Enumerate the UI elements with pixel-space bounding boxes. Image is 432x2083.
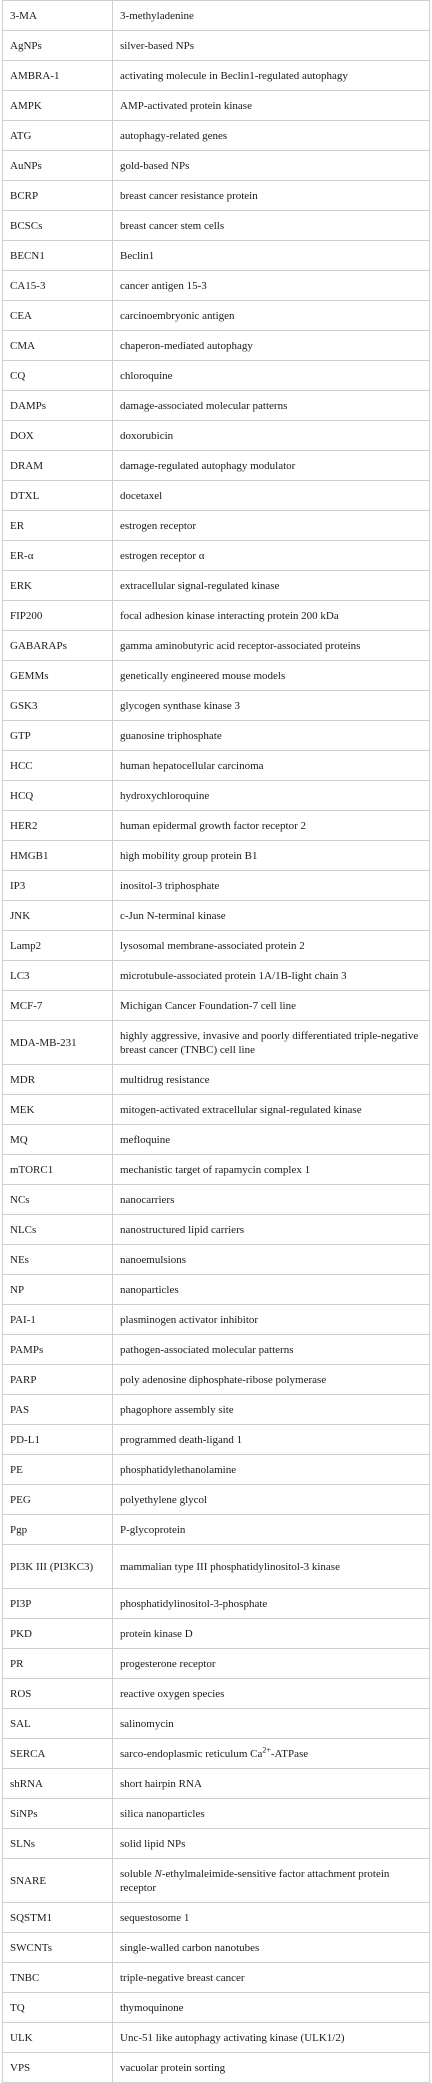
abbreviation-cell: PI3K III (PI3KC3) [3,1545,113,1589]
abbreviation-cell: PD-L1 [3,1425,113,1455]
table-row [3,1245,430,1275]
abbreviation-cell: BCRP [3,181,113,211]
abbreviation-cell: MDR [3,1065,113,1095]
abbreviation-cell: AgNPs [3,31,113,61]
table-row [3,1485,430,1515]
abbreviation-cell: LC3 [3,961,113,991]
definition-cell [113,1859,430,1903]
definition-cell: estrogen receptor [113,511,430,541]
definition-cell: phagophore assembly site [113,1395,430,1425]
table-row [3,1679,430,1709]
abbreviation-cell: MEK [3,1095,113,1125]
abbreviation-cell: Pgp [3,1515,113,1545]
definition-cell: mechanistic target of rapamycin complex 1 [113,1155,430,1185]
definition-cell: mefloquine [113,1125,430,1155]
abbreviation-cell: MDA-MB-231 [3,1021,113,1065]
abbreviation-cell: ERK [3,571,113,601]
definition-cell: phosphatidylinositol-3-phosphate [113,1589,430,1619]
definition-cell: short hairpin RNA [113,1769,430,1799]
table-row [3,1769,430,1799]
definition-text: sarco-endoplasmic reticulum Ca [120,1747,263,1760]
abbreviation-cell: ER [3,511,113,541]
definition-cell [113,1739,430,1769]
definition-cell: vacuolar protein sorting [113,2053,430,2083]
table-row [3,1619,430,1649]
definition-cell: plasminogen activator inhibitor [113,1305,430,1335]
table-row [3,901,430,931]
definition-cell: gold-based NPs [113,151,430,181]
table-row [3,1395,430,1425]
abbreviation-cell: mTORC1 [3,1155,113,1185]
definition-cell: progesterone receptor [113,1649,430,1679]
abbreviation-cell: CQ [3,361,113,391]
definition-cell: AMP-activated protein kinase [113,91,430,121]
abbreviation-cell: SNARE [3,1859,113,1903]
abbreviation-cell: TQ [3,1993,113,2023]
table-row [3,301,430,331]
table-row [3,31,430,61]
definition-cell: silica nanoparticles [113,1799,430,1829]
abbreviation-cell: PARP [3,1365,113,1395]
definition-superscript: 2+ [262,1744,271,1754]
abbreviation-cell: HMGB1 [3,841,113,871]
table-row [3,1993,430,2023]
definition-cell: phosphatidylethanolamine [113,1455,430,1485]
definition-cell: multidrug resistance [113,1065,430,1095]
definition-cell: nanocarriers [113,1185,430,1215]
definition-cell: highly aggressive, invasive and poorly differentiated triple-negative breast cancer (TNBC) cell line [113,1021,430,1065]
definition-italic: N [154,1867,162,1880]
definition-cell: extracellular signal-regulated kinase [113,571,430,601]
table-row [3,1515,430,1545]
table-row [3,1021,430,1065]
table-row [3,571,430,601]
abbreviation-cell: PAMPs [3,1335,113,1365]
abbreviation-cell: DTXL [3,481,113,511]
definition-cell: estrogen receptor α [113,541,430,571]
table-row [3,181,430,211]
definition-cell: Unc-51 like autophagy activating kinase (ULK1/2) [113,2023,430,2053]
abbreviation-cell: JNK [3,901,113,931]
definition-cell: chloroquine [113,361,430,391]
table-row [3,991,430,1021]
table-row [3,541,430,571]
abbreviation-cell: CEA [3,301,113,331]
abbreviation-cell: AMBRA-1 [3,61,113,91]
table-row [3,1275,430,1305]
definition-cell: autophagy-related genes [113,121,430,151]
definition-cell: inositol-3 triphosphate [113,871,430,901]
table-row [3,841,430,871]
definition-cell: c-Jun N-terminal kinase [113,901,430,931]
definition-cell: mitogen-activated extracellular signal-regulated kinase [113,1095,430,1125]
definition-cell: solid lipid NPs [113,1829,430,1859]
definition-cell: cancer antigen 15-3 [113,271,430,301]
definition-cell: programmed death-ligand 1 [113,1425,430,1455]
table-row [3,331,430,361]
table-row [3,1065,430,1095]
abbreviation-cell: GSK3 [3,691,113,721]
table-row [3,751,430,781]
abbreviation-cell: CA15-3 [3,271,113,301]
table-row [3,1963,430,1993]
definition-text: soluble [120,1867,155,1880]
definition-cell: Beclin1 [113,241,430,271]
table-row [3,1335,430,1365]
abbreviation-cell: HCC [3,751,113,781]
abbreviation-cell: HCQ [3,781,113,811]
definition-cell: silver-based NPs [113,31,430,61]
table-row [3,961,430,991]
definition-cell: docetaxel [113,481,430,511]
table-row [3,601,430,631]
definition-cell: mammalian type III phosphatidylinositol-3 kinase [113,1545,430,1589]
abbreviation-cell: NLCs [3,1215,113,1245]
table-row [3,391,430,421]
definition-cell: genetically engineered mouse models [113,661,430,691]
table-row [3,1859,430,1903]
abbreviation-cell: PE [3,1455,113,1485]
table-row [3,1155,430,1185]
table-row [3,421,430,451]
abbreviation-cell: ATG [3,121,113,151]
definition-cell: breast cancer stem cells [113,211,430,241]
table-row [3,811,430,841]
definition-cell: damage-regulated autophagy modulator [113,451,430,481]
definition-text: -ethylmaleimide-sensitive factor attachment protein receptor [120,1867,390,1894]
definition-cell: nanoparticles [113,1275,430,1305]
definition-cell: pathogen-associated molecular patterns [113,1335,430,1365]
abbreviation-cell: SLNs [3,1829,113,1859]
definition-cell: triple-negative breast cancer [113,1963,430,1993]
definition-cell: lysosomal membrane-associated protein 2 [113,931,430,961]
table-row [3,91,430,121]
table-row [3,631,430,661]
abbreviation-cell: SAL [3,1709,113,1739]
abbreviation-cell: NEs [3,1245,113,1275]
definition-cell: polyethylene glycol [113,1485,430,1515]
definition-cell: guanosine triphosphate [113,721,430,751]
abbreviation-cell: PKD [3,1619,113,1649]
abbreviation-cell: SWCNTs [3,1933,113,1963]
abbreviation-cell: DRAM [3,451,113,481]
table-row [3,1,430,31]
definition-cell: single-walled carbon nanotubes [113,1933,430,1963]
definition-cell: protein kinase D [113,1619,430,1649]
abbreviation-cell: DOX [3,421,113,451]
definition-cell: microtubule-associated protein 1A/1B-light chain 3 [113,961,430,991]
abbreviation-cell: GEMMs [3,661,113,691]
definition-text: -ATPase [270,1747,309,1760]
definition-cell: high mobility group protein B1 [113,841,430,871]
table-row [3,1709,430,1739]
table-row [3,1125,430,1155]
table-row [3,271,430,301]
abbreviation-cell: MQ [3,1125,113,1155]
abbreviations-table-body [3,1,430,2083]
table-row [3,1903,430,1933]
abbreviation-cell: BECN1 [3,241,113,271]
definition-cell: 3-methyladenine [113,1,430,31]
abbreviation-cell: HER2 [3,811,113,841]
table-row [3,451,430,481]
table-row [3,1589,430,1619]
abbreviation-cell: AMPK [3,91,113,121]
abbreviation-cell: shRNA [3,1769,113,1799]
definition-cell: human epidermal growth factor receptor 2 [113,811,430,841]
abbreviation-cell: AuNPs [3,151,113,181]
abbreviation-cell: Lamp2 [3,931,113,961]
definition-cell: activating molecule in Beclin1-regulated autophagy [113,61,430,91]
abbreviation-cell: MCF-7 [3,991,113,1021]
table-row [3,1365,430,1395]
definition-cell: nanostructured lipid carriers [113,1215,430,1245]
table-row [3,121,430,151]
abbreviation-cell: SQSTM1 [3,1903,113,1933]
table-row [3,2053,430,2083]
table-row [3,2023,430,2053]
table-row [3,781,430,811]
abbreviation-cell: SiNPs [3,1799,113,1829]
abbreviation-cell: 3-MA [3,1,113,31]
table-row [3,211,430,241]
abbreviation-cell: ER-α [3,541,113,571]
definition-cell: carcinoembryonic antigen [113,301,430,331]
definition-cell: damage-associated molecular patterns [113,391,430,421]
definition-cell: P-glycoprotein [113,1515,430,1545]
table-row [3,721,430,751]
abbreviation-cell: IP3 [3,871,113,901]
definition-cell: Michigan Cancer Foundation-7 cell line [113,991,430,1021]
table-row [3,511,430,541]
abbreviation-cell: CMA [3,331,113,361]
definition-cell: glycogen synthase kinase 3 [113,691,430,721]
table-row [3,241,430,271]
table-row [3,481,430,511]
table-row [3,1739,430,1769]
definition-cell: sequestosome 1 [113,1903,430,1933]
definition-cell: human hepatocellular carcinoma [113,751,430,781]
abbreviations-table [2,0,430,2083]
definition-cell: gamma aminobutyric acid receptor-associated proteins [113,631,430,661]
table-row [3,931,430,961]
abbreviation-cell: SERCA [3,1739,113,1769]
table-row [3,361,430,391]
abbreviation-cell: NCs [3,1185,113,1215]
definition-cell: nanoemulsions [113,1245,430,1275]
table-row [3,1933,430,1963]
definition-cell: reactive oxygen species [113,1679,430,1709]
abbreviation-cell: PAI-1 [3,1305,113,1335]
abbreviation-cell: FIP200 [3,601,113,631]
definition-cell: hydroxychloroquine [113,781,430,811]
abbreviation-cell: ULK [3,2023,113,2053]
abbreviation-cell: PI3P [3,1589,113,1619]
table-row [3,1545,430,1589]
table-row [3,1305,430,1335]
table-row [3,691,430,721]
table-row [3,1649,430,1679]
abbreviation-cell: PEG [3,1485,113,1515]
definition-cell: breast cancer resistance protein [113,181,430,211]
table-row [3,1215,430,1245]
abbreviation-cell: BCSCs [3,211,113,241]
definition-cell: doxorubicin [113,421,430,451]
abbreviation-cell: GABARAPs [3,631,113,661]
table-row [3,1095,430,1125]
abbreviation-cell: PR [3,1649,113,1679]
abbreviation-cell: ROS [3,1679,113,1709]
table-row [3,61,430,91]
definition-cell: chaperon-mediated autophagy [113,331,430,361]
table-row [3,1425,430,1455]
definition-cell: thymoquinone [113,1993,430,2023]
abbreviation-cell: PAS [3,1395,113,1425]
abbreviation-cell: NP [3,1275,113,1305]
definition-cell: salinomycin [113,1709,430,1739]
table-row [3,1829,430,1859]
table-row [3,1185,430,1215]
table-row [3,661,430,691]
definition-cell: poly adenosine diphosphate-ribose polymerase [113,1365,430,1395]
table-row [3,871,430,901]
table-row [3,1455,430,1485]
table-row [3,1799,430,1829]
abbreviation-cell: GTP [3,721,113,751]
abbreviation-cell: VPS [3,2053,113,2083]
definition-cell: focal adhesion kinase interacting protein 200 kDa [113,601,430,631]
table-row [3,151,430,181]
abbreviation-cell: DAMPs [3,391,113,421]
abbreviation-cell: TNBC [3,1963,113,1993]
